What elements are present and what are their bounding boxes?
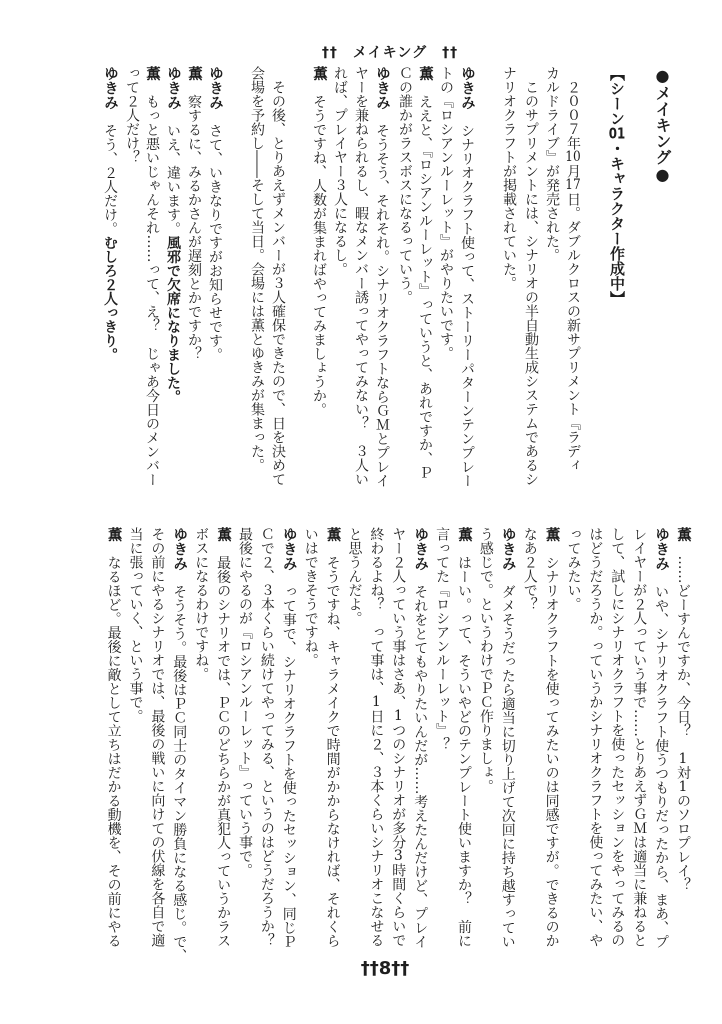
text-column — [345, 527, 365, 625]
text-column — [498, 527, 518, 949]
column-text: もっと悪いじゃんそれ……って、え？ じゃあ今日のメンバー — [144, 94, 160, 487]
text-column — [100, 66, 120, 362]
speaker-label: ゆきみ — [102, 66, 118, 110]
column-text: ボスになるわけですね。 — [193, 527, 210, 681]
column-text: Ｃの誰かがラスボスになるっていう。 — [397, 66, 413, 304]
text-column — [410, 527, 430, 949]
text-column — [395, 66, 415, 304]
column-text: ダメそうだったら適当に切り上げて次回に持ち越すってい — [499, 584, 516, 949]
column-text: 【シーン01・キャラクター作成中】 — [608, 66, 626, 306]
column-text: いや、シナリオクラフト使うつもりだったから、まあ、プ — [653, 584, 670, 949]
text-column — [366, 527, 386, 947]
text-column — [213, 527, 233, 948]
column-text: シナリオクラフトを使ってみたいのは同感ですが。できるのか — [543, 555, 560, 948]
text-column — [169, 527, 189, 963]
speaker-label: 薫 — [186, 66, 202, 81]
text-column — [520, 527, 540, 611]
speaker-label: 薫 — [311, 66, 327, 81]
text-column — [454, 527, 474, 948]
column-text: その前にやるシナリオでは、最後の戦いに向けての伏線を各自で適 — [149, 527, 166, 947]
text-column — [436, 66, 456, 360]
speaker-label: 薫 — [456, 527, 472, 542]
text-column — [629, 527, 649, 947]
text-column — [191, 527, 211, 681]
text-column — [542, 527, 562, 948]
text-column — [372, 66, 392, 488]
text-column — [309, 66, 329, 417]
speaker-label: 薫 — [144, 66, 160, 81]
text-column — [330, 66, 350, 276]
scene-heading — [607, 66, 627, 306]
speaker-label: ゆきみ — [280, 527, 297, 571]
column-text: う感じで。というわけでＰＣ作りましょ。 — [477, 527, 494, 793]
speaker-label: 薫 — [675, 527, 691, 542]
text-column — [476, 527, 496, 793]
column-text: って２人だけ？ — [124, 66, 140, 164]
column-text: はーい。って、そういやどのテンプレート使いますか？ 前に — [456, 555, 472, 948]
section-heading — [650, 66, 672, 184]
column-text: なるほど。最後に敵として立ちはだかる動機を、その前にやる — [105, 555, 122, 948]
running-header: †† メイキング †† — [321, 45, 459, 61]
text-column — [673, 527, 693, 892]
speaker-label: 薫 — [105, 527, 122, 542]
column-text: ……どーすんですか、今日？ 1対1のソロプレイ？ — [675, 555, 691, 892]
speaker-label: 薫 — [417, 66, 433, 81]
column-text: そうそう。最後はＰＣ同士のタイマン勝負になる感じ。で、 — [171, 584, 188, 963]
emphasized-text: 風邪で欠席になりました。 — [165, 235, 181, 404]
column-text: いはできそうですね。 — [302, 527, 319, 667]
speaker-label: ゆきみ — [374, 66, 390, 110]
page-number: ††8†† — [360, 958, 410, 979]
text-column — [268, 66, 288, 486]
speaker-label: ゆきみ — [171, 527, 188, 571]
speaker-label: 薫 — [543, 527, 560, 542]
speaker-label: ゆきみ — [653, 527, 670, 571]
column-text: その後、とりあえずメンバーが３人確保できたので、日を決めて — [270, 66, 286, 486]
text-column — [585, 527, 605, 947]
text-column — [142, 66, 162, 487]
text-column — [163, 66, 183, 404]
text-column — [257, 527, 277, 947]
text-column — [651, 527, 671, 949]
text-column — [205, 66, 225, 362]
column-text: って事で、シナリオクラフトを使ったセッション、同じＰ — [280, 584, 297, 949]
column-text: して、試しにシナリオクラフトを使ったセッションをやってみるの — [609, 527, 626, 947]
column-text: そう、２人だけ。 — [102, 123, 118, 236]
text-column — [564, 527, 584, 611]
text-column — [323, 527, 343, 948]
column-text: このサプリメントには、シナリオの半自動生成システムであるシ — [523, 66, 539, 486]
text-column — [235, 527, 255, 877]
column-text: と思うんだよ。 — [346, 527, 363, 625]
text-column — [415, 66, 435, 480]
column-text: はどうだろうか。っていうかシナリオクラフトを使ってみたい、や — [587, 527, 604, 947]
text-column — [279, 527, 299, 949]
speaker-label: ゆきみ — [459, 66, 475, 110]
text-column — [607, 527, 627, 947]
column-text: いえ、違います。 — [165, 123, 181, 236]
text-column — [104, 527, 124, 948]
speaker-label: ゆきみ — [207, 66, 223, 110]
column-text: トの『ロシアンルーレット』がやりたいです。 — [438, 66, 454, 360]
text-column — [126, 527, 146, 723]
column-text: ええと、『ロシアンルーレット』っていうと、あれですか、Ｐ — [417, 94, 433, 480]
text-column — [184, 66, 204, 361]
column-text: 最後にやるのが『ロシアンルーレット』っていう事で。 — [237, 527, 253, 877]
column-text: さて、いきなりですがお知らせです。 — [207, 123, 223, 362]
text-column — [351, 66, 371, 486]
column-text: Ｃで２、３本くらい続けてやってみる、というのはどうだろうか？ — [258, 527, 275, 947]
column-text: シナリオクラフト使って、ストーリーパターンテンプレー — [459, 123, 475, 488]
column-text: それをとてもやりたいんだが……考えたんだけど、プレイ — [412, 584, 429, 949]
column-text: ヤー２人っていう事はさあ、1つのシナリオが多分3時間くらいで — [390, 527, 407, 947]
text-column — [521, 66, 541, 486]
text-column — [499, 66, 519, 290]
speaker-label: ゆきみ — [412, 527, 429, 571]
column-text: れば、プレイヤー３人になるし。 — [332, 66, 348, 276]
text-column — [457, 66, 477, 488]
text-column — [542, 66, 562, 262]
text-column — [432, 527, 452, 751]
column-text: レイヤーが２人っていう事で……とりあえずＧＭは適当に兼ねると — [631, 527, 648, 947]
speaker-label: ゆきみ — [165, 66, 181, 110]
column-text: 最後のシナリオでは、ＰＣのどちらかが真犯人っていうかラス — [215, 555, 232, 948]
column-text: ってみたい。 — [565, 527, 582, 611]
column-text: カルドライブ』が発売された。 — [544, 66, 560, 262]
column-text: 終わるよね？ って事は、1日に２、３本くらいシナリオこなせる — [368, 527, 385, 947]
column-text: ナリオクラフトが掲載されていた。 — [501, 66, 517, 290]
emphasized-text: むしろ２人っきり。 — [102, 235, 118, 362]
speaker-label: 薫 — [324, 527, 341, 542]
column-text: そうですね、人数が集まればやってみましょうか。 — [311, 94, 327, 417]
text-column — [301, 527, 321, 667]
text-column — [563, 66, 583, 472]
column-text: そうそう、それそれ。シナリオクラフトならＧＭとプレイ — [374, 123, 390, 488]
column-text: 察するに、みるかさんが遅刻とかですか？ — [186, 94, 202, 361]
column-text: 言ってた『ロシアンルーレット』？ — [434, 527, 451, 751]
text-column — [247, 66, 267, 472]
column-text: そうですね、キャラメイクで時間がかからなければ、それくら — [324, 555, 341, 948]
column-text: 会場を予約し――そして当日。会場には薫とゆきみが集まった。 — [249, 66, 265, 472]
column-text: なあ２人で？ — [521, 527, 538, 611]
column-text: 当に張っていく、という事で。 — [127, 527, 144, 723]
column-text: ２００７年10月17日。ダブルクロスの新サプリメント『ラディ — [565, 66, 581, 472]
column-text: ●メイキング● — [653, 66, 672, 184]
text-column — [122, 66, 142, 164]
text-column — [388, 527, 408, 947]
text-column — [147, 527, 167, 947]
speaker-label: 薫 — [215, 527, 232, 542]
speaker-label: ゆきみ — [499, 527, 516, 571]
column-text: ヤーを兼ねられるし、暇なメンバー誘ってやってみない？ ３人い — [353, 66, 369, 486]
